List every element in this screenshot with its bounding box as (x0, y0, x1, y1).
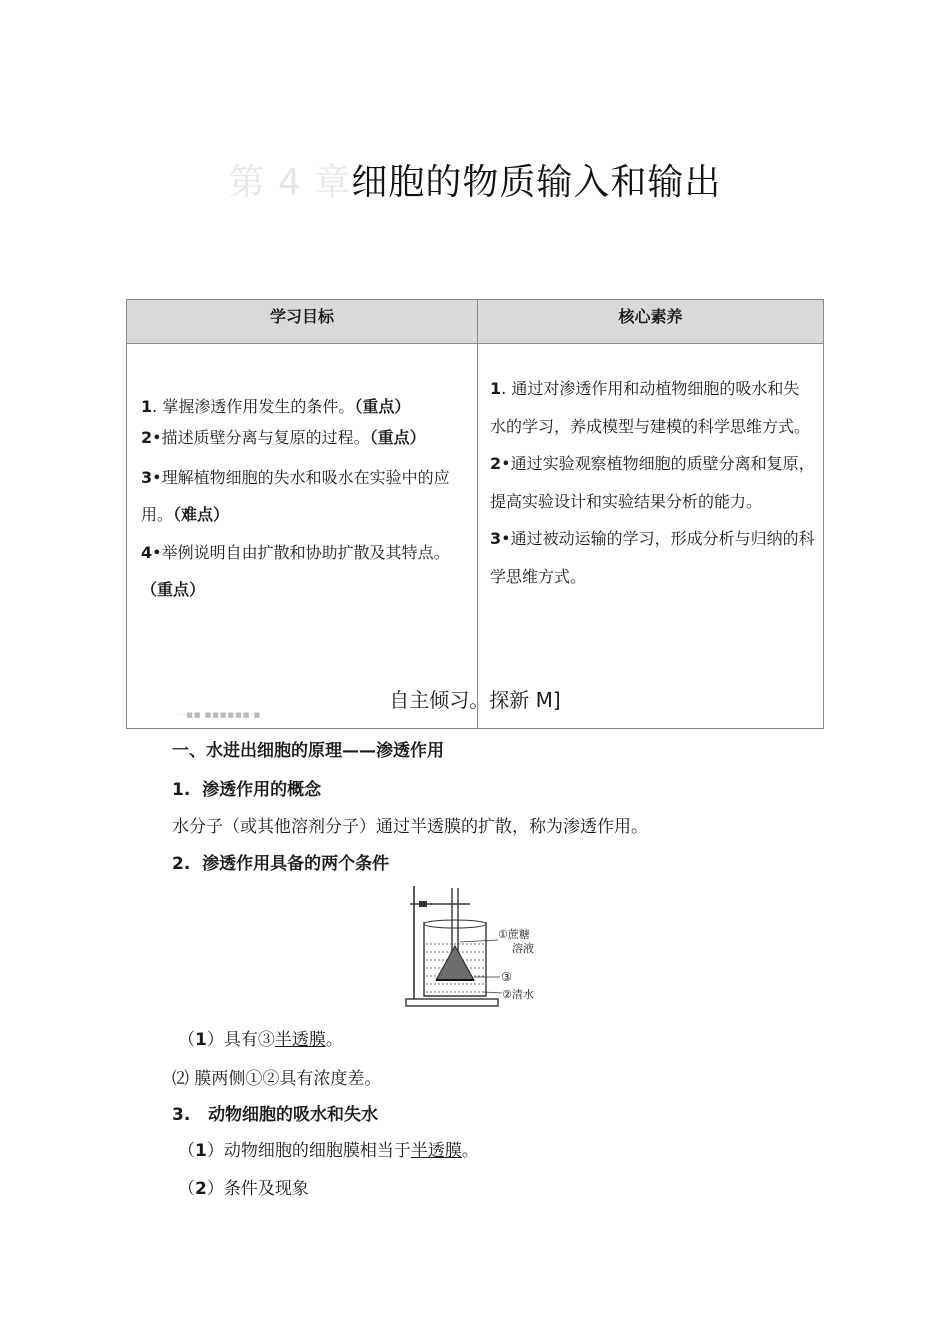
osmosis-apparatus-figure (402, 882, 552, 1010)
header-core-literacy: 核心素养 (478, 300, 824, 344)
condition-1: （1）具有③半透膜。 (178, 1030, 343, 1050)
goal-item: 2•描述质壁分离与复原的过程。（重点） (141, 427, 426, 447)
section-banner: 自主倾习。探新 M] (389, 688, 561, 712)
subsection-heading: 3. 动物细胞的吸水和失水 (172, 1105, 379, 1125)
subsection-heading: 1. 渗透作用的概念 (172, 780, 322, 800)
literacy-item: 2•通过实验观察植物细胞的质壁分离和复原，提高实验设计和实验结果分析的能力。 (490, 454, 815, 511)
label-water: ②清水 (502, 988, 534, 1001)
definition-text: 水分子（或其他溶剂分子）通过半透膜的扩散，称为渗透作用。 (172, 817, 648, 837)
chapter-title (0, 154, 950, 205)
learning-goals-cell (127, 344, 478, 729)
goal-item: 1. 掌握渗透作用发生的条件。（重点） (141, 397, 411, 416)
animal-cell-1: （1）动物细胞的细胞膜相当于半透膜。 (178, 1141, 479, 1161)
chapter-name: 细胞的物质输入和输出 (351, 162, 722, 203)
chapter-number: 第 4 章 (228, 162, 352, 203)
goal-item: 3•理解植物细胞的失水和吸水在实验中的应用。（难点） (141, 467, 450, 524)
label-sucrose: ①蔗糖 (498, 928, 530, 941)
section-heading: 一、水进出细胞的原理——渗透作用 (172, 741, 444, 761)
objectives-table (126, 299, 824, 729)
header-learning-goals: 学习目标 (127, 300, 478, 344)
literacy-item: 1. 通过对渗透作用和动植物细胞的吸水和失水的学习，养成模型与建模的科学思维方式。 (490, 379, 811, 436)
subsection-heading: 2. 渗透作用具备的两个条件 (172, 854, 390, 874)
goal-item: 4•举例说明自由扩散和协助扩散及其特点。（重点） (141, 542, 450, 599)
animal-cell-2: （2）条件及现象 (178, 1179, 309, 1199)
condition-2: ⑵ 膜两侧①②具有浓度差。 (172, 1069, 382, 1089)
faint-marks: 一·■■ ■■■■■■·■ (175, 711, 262, 719)
label-membrane: ③ (501, 970, 512, 984)
literacy-item: 3•通过被动运输的学习，形成分析与归纳的科学思维方式。 (490, 529, 815, 586)
label-solution: 溶液 (512, 942, 534, 955)
core-literacy-cell (478, 344, 824, 729)
